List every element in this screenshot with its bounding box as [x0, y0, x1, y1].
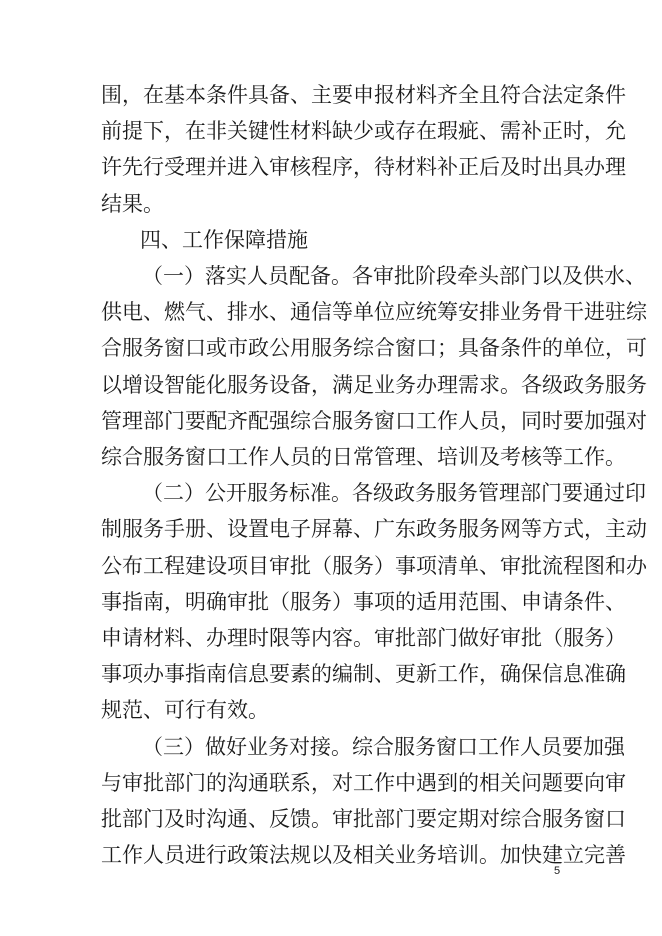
page-number: 5 — [554, 865, 561, 877]
text-line: 许先行受理并进入审核程序，待材料补正后及时出具办理 — [101, 155, 626, 180]
text-line: 合服务窗口或市政公用服务综合窗口；具备条件的单位，可 — [101, 336, 647, 361]
text-line: 围，在基本条件具备、主要申报材料齐全且符合法定条件 — [101, 83, 626, 107]
text-line: 公布工程建设项目审批（服务）事项清单、审批流程图和办 — [101, 553, 647, 578]
text-line: 供电、燃气、排水、通信等单位应统筹安排业务骨干进驻综 — [101, 300, 647, 325]
section-heading: 四、工作保障措施 — [140, 227, 308, 252]
text-line: 结果。 — [101, 191, 164, 216]
text-line: 工作人员进行政策法规以及相关业务培训。加快建立完善 — [101, 843, 626, 868]
text-line: （二）公开服务标准。各级政务服务管理部门要通过印 — [142, 481, 646, 506]
text-line: （一）落实人员配备。各审批阶段牵头部门以及供水、 — [142, 264, 646, 288]
text-line: 申请材料、办理时限等内容。审批部门做好审批（服务） — [101, 626, 626, 650]
text-line: 事项办事指南信息要素的编制、更新工作，确保信息准确 — [101, 662, 626, 687]
text-line: 以增设智能化服务设备，满足业务办理需求。各级政务服务 — [101, 372, 647, 397]
text-line: 与审批部门的沟通联系，对工作中遇到的相关问题要向审 — [101, 770, 626, 795]
text-line: 规范、可行有效。 — [101, 698, 269, 723]
text-line: 综合服务窗口工作人员的日常管理、培训及考核等工作。 — [101, 445, 626, 469]
text-line: 前提下，在非关键性材料缺少或存在瑕疵、需补正时，允 — [101, 119, 626, 144]
text-line: 管理部门要配齐配强综合服务窗口工作人员，同时要加强对 — [101, 408, 647, 433]
text-line: 制服务手册、设置电子屏幕、广东政务服务网等方式，主动 — [101, 517, 647, 542]
text-line: 事指南，明确审批（服务）事项的适用范围、申请条件、 — [101, 589, 626, 614]
text-line: 批部门及时沟通、反馈。审批部门要定期对综合服务窗口 — [101, 807, 626, 831]
text-line: （三）做好业务对接。综合服务窗口工作人员要加强 — [142, 734, 625, 759]
